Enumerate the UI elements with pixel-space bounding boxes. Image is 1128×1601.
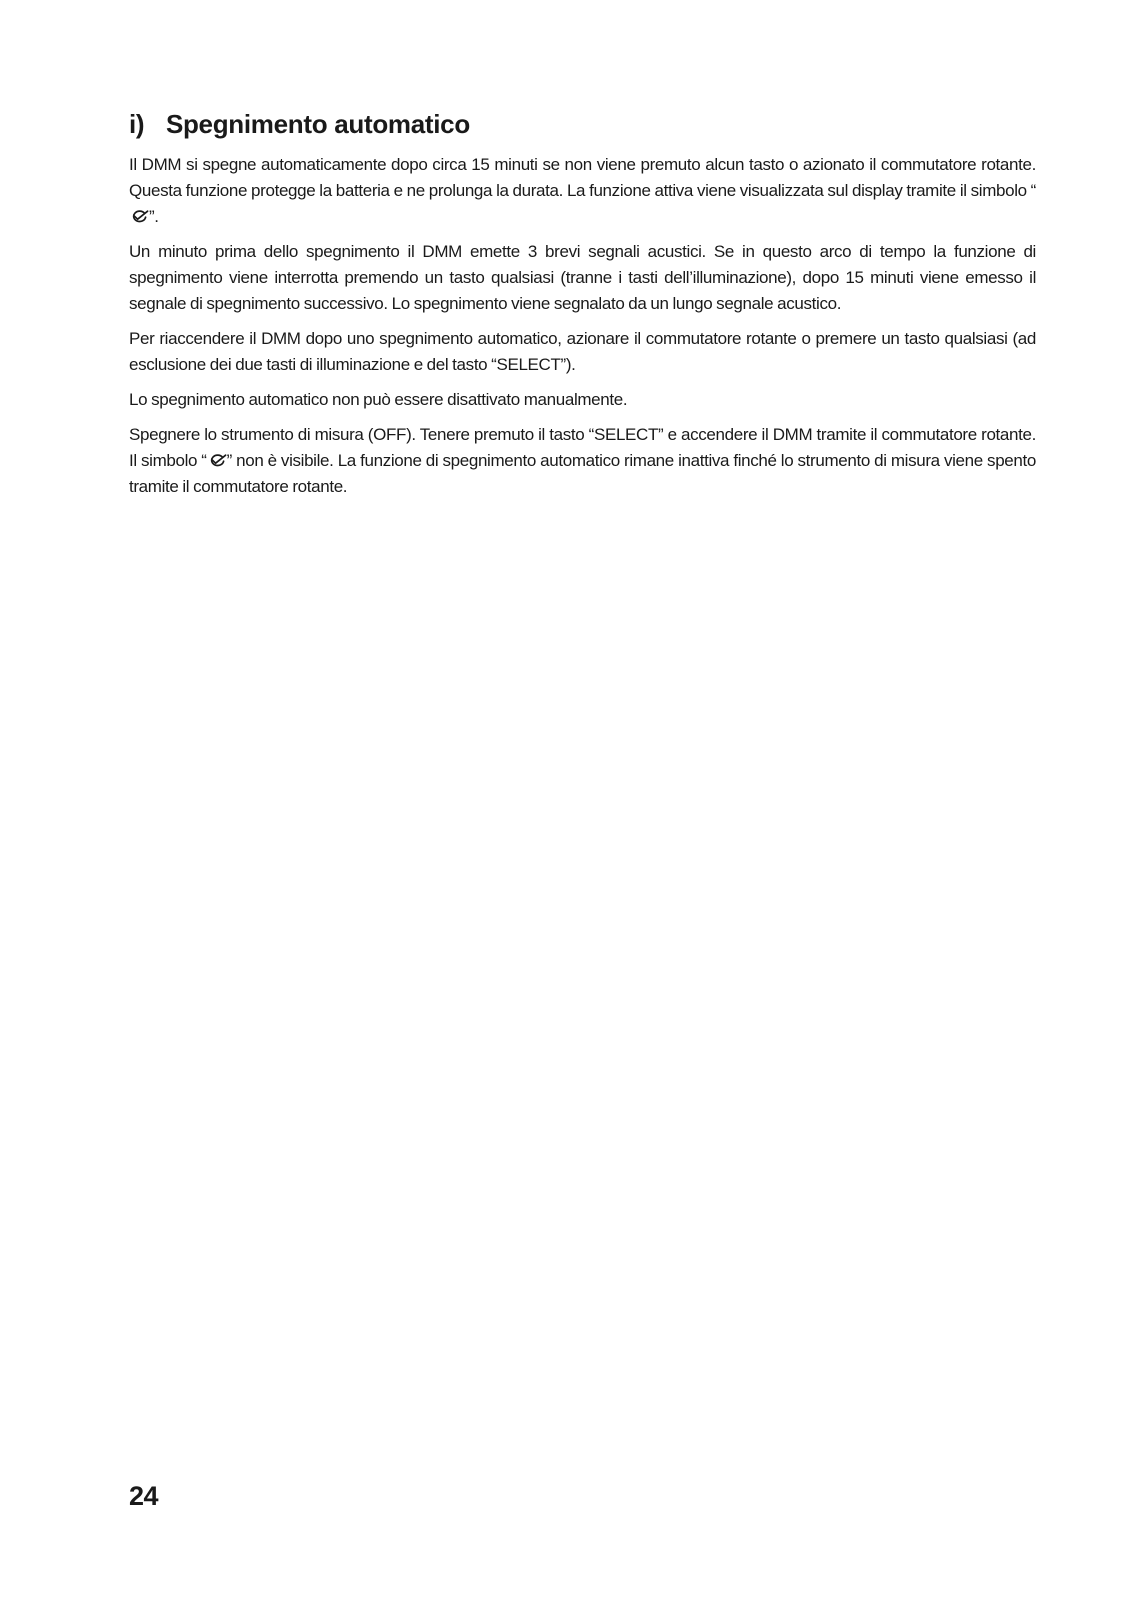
- paragraph-text: Spegnere lo strumento di misura (OFF). Tenere premuto il tasto “SELECT” e accendere il DMM tramite il commutatore rotante. Il simbolo “: [129, 425, 1036, 470]
- section-label: i): [129, 109, 145, 139]
- document-page: [129, 108, 1036, 509]
- paragraph-cannot-disable: Lo spegnimento automatico non può essere disattivato manualmente.: [129, 390, 628, 409]
- auto-power-off-icon: [207, 453, 227, 467]
- page-number: 24: [129, 1481, 159, 1511]
- paragraph-text: Il DMM si spegne automaticamente dopo circa 15 minuti se non viene premuto alcun tasto o azionato il commutatore rotante. Questa funzione protegge la batteria e ne prolunga la durata. La funzione attiva viene visualizzata sul display tramite il simbolo “: [129, 155, 1036, 200]
- paragraph-deactivate-procedure: [129, 422, 1036, 500]
- paragraph-restart: Per riaccendere il DMM dopo uno spegnimento automatico, azionare il commutatore rotante o premere un tasto qualsiasi (ad esclusione dei due tasti di illuminazione e del tasto “SELECT”).: [129, 329, 1036, 374]
- paragraph-text: ” non è visibile. La funzione di spegnimento automatico rimane inattiva finché lo strumento di misura viene spento tramite il commutatore rotante.: [129, 451, 1036, 496]
- auto-power-off-icon: [129, 209, 149, 223]
- paragraph-text: ”.: [149, 207, 159, 226]
- paragraph-auto-off-description: [129, 152, 1036, 230]
- paragraph-warning-beeps: Un minuto prima dello spegnimento il DMM emette 3 brevi segnali acustici. Se in questo arco di tempo la funzione di spegnimento viene interrotta premendo un tasto qualsiasi (tranne i tasti dell’illuminazione), dopo 15 minuti viene emesso il segnale di spegnimento successivo. Lo spegnimento viene segnalato da un lungo segnale acustico.: [129, 242, 1036, 313]
- section-heading: [129, 108, 1036, 140]
- section-title: Spegnimento automatico: [165, 109, 470, 139]
